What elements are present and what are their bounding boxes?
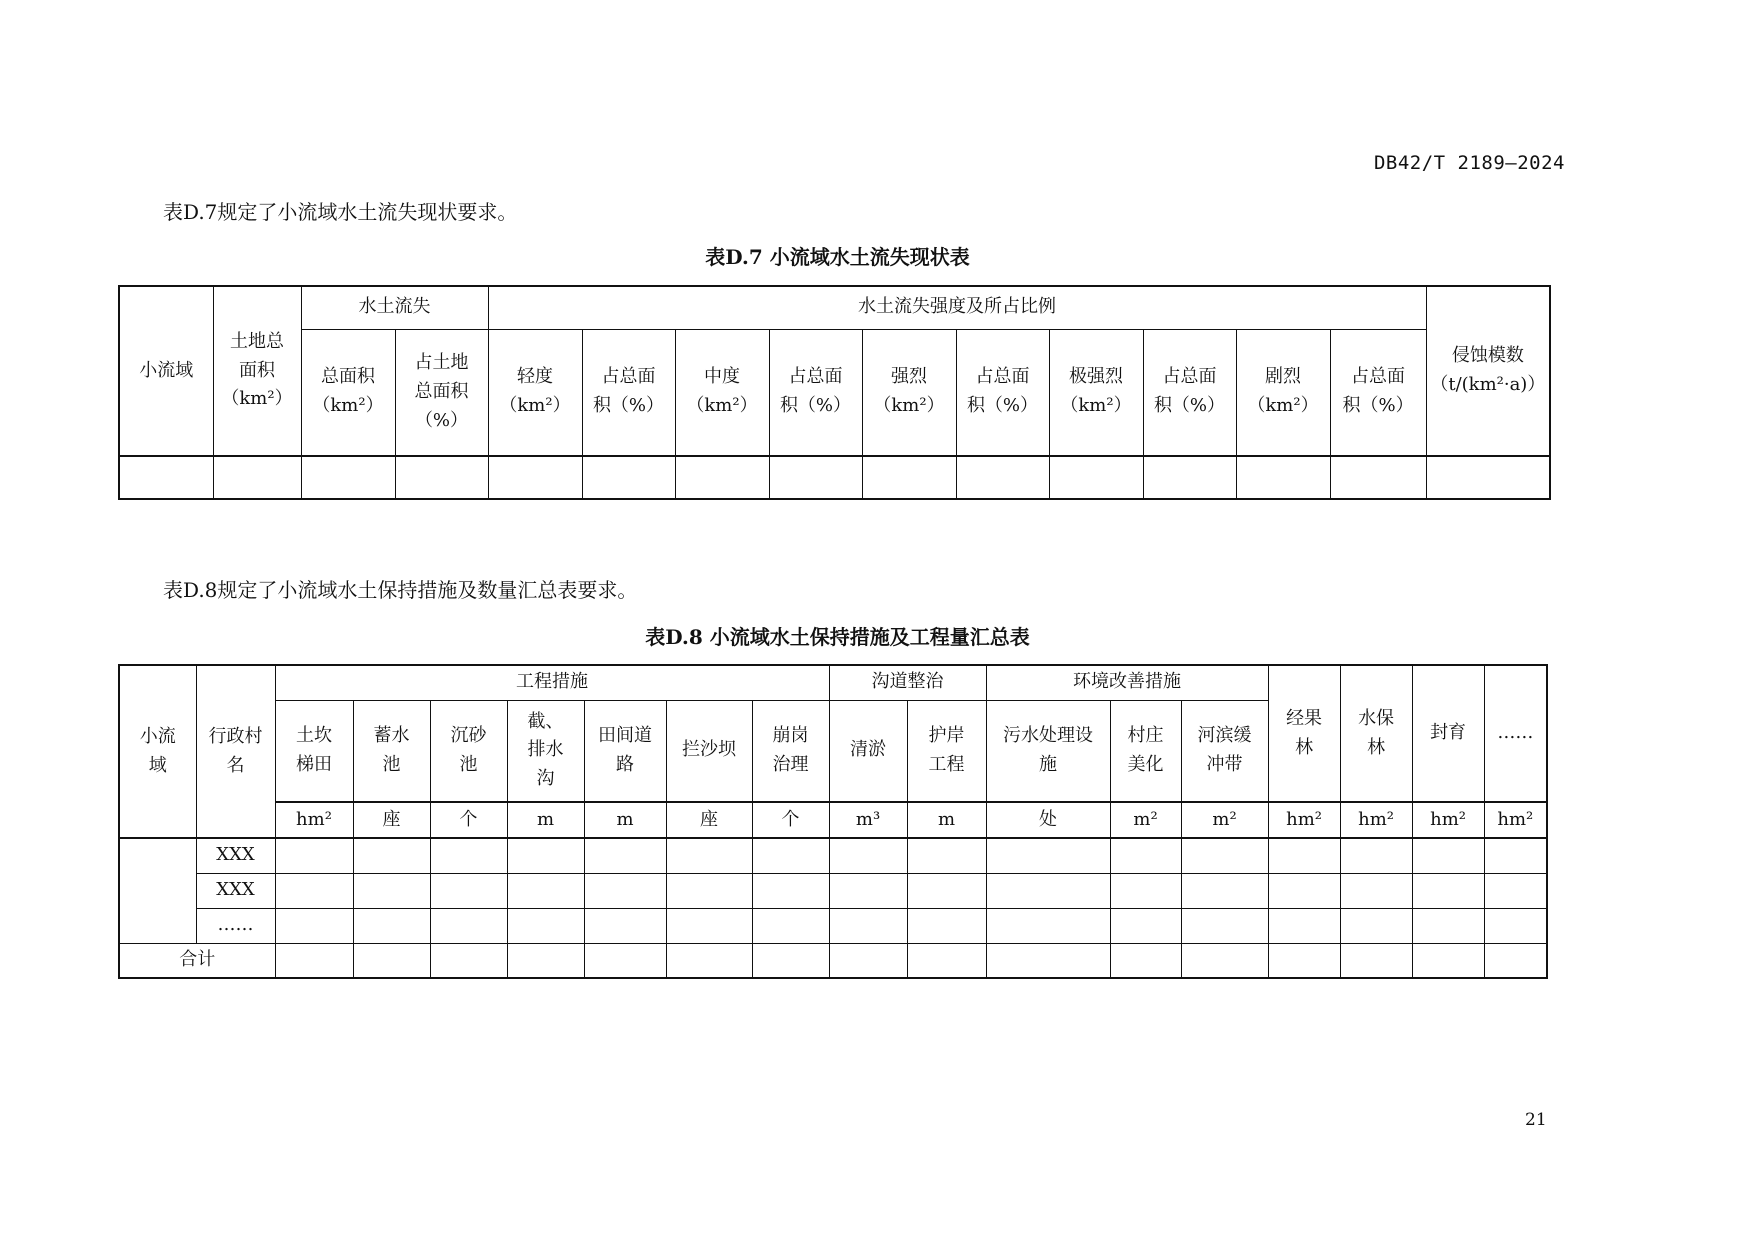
d7-header-pct-very-intense: 占总面 积（%） [1143, 329, 1236, 456]
unit-cell: m [907, 802, 986, 838]
total-row [119, 943, 1547, 978]
d8-header-field-road: 田间道 路 [584, 700, 666, 802]
d8-header-village: 行政村 名 [196, 665, 275, 838]
d7-header-land-area: 土地总 面积 （km²） [213, 286, 301, 456]
d8-header-more: …… [1484, 665, 1547, 802]
table-row [119, 873, 1547, 908]
d8-header-check-dam: 拦沙坝 [666, 700, 752, 802]
d7-header-pct-light: 占总面 积（%） [582, 329, 675, 456]
unit-cell: 座 [666, 802, 752, 838]
d7-header-intense: 强烈 （km²） [862, 329, 956, 456]
d8-header-village-beautify: 村庄 美化 [1110, 700, 1181, 802]
d7-header-watershed: 小流域 [119, 286, 213, 456]
table-row [119, 838, 1547, 873]
d8-header-bank-protection: 护岸 工程 [907, 700, 986, 802]
unit-cell: 个 [430, 802, 507, 838]
d8-header-drainage-ditch: 截、 排水 沟 [507, 700, 584, 802]
d8-header-sewage-facility: 污水处理设 施 [986, 700, 1110, 802]
d7-header-moderate: 中度 （km²） [675, 329, 769, 456]
d7-header-soil-loss: 水土流失 [301, 286, 488, 329]
d7-header-intensity: 水土流失强度及所占比例 [488, 286, 1426, 329]
village-name-cell: …… [196, 908, 275, 943]
unit-cell: m [507, 802, 584, 838]
unit-cell: 座 [353, 802, 430, 838]
village-name-cell: XXX [196, 873, 275, 908]
d7-header-erosion-modulus: 侵蚀模数 （t/(km²·a)） [1426, 286, 1550, 456]
d8-header-gully: 沟道整治 [829, 665, 986, 700]
unit-cell: hm² [1268, 802, 1340, 838]
d7-header-pct-moderate: 占总面 积（%） [769, 329, 862, 456]
d8-unit-row [119, 802, 1547, 838]
d8-header-watershed: 小流 域 [119, 665, 196, 838]
d8-header-riparian-buffer: 河滨缓 冲带 [1181, 700, 1268, 802]
unit-cell: 个 [752, 802, 829, 838]
d8-header-sediment-basin: 沉砂 池 [430, 700, 507, 802]
d7-header-pct-intense: 占总面 积（%） [956, 329, 1049, 456]
unit-cell: hm² [275, 802, 353, 838]
d8-header-fruit-forest: 经果 林 [1268, 665, 1340, 802]
d7-header-light: 轻度 （km²） [488, 329, 582, 456]
unit-cell: m³ [829, 802, 907, 838]
unit-cell: m [584, 802, 666, 838]
table-row [119, 908, 1547, 943]
village-name-cell: XXX [196, 838, 275, 873]
unit-cell: m² [1181, 802, 1268, 838]
page-number: 21 [1525, 1110, 1547, 1130]
d8-header-conservation-forest: 水保 林 [1340, 665, 1412, 802]
d7-header-pct-severe: 占总面 积（%） [1330, 329, 1426, 456]
unit-cell: 处 [986, 802, 1110, 838]
d8-intro: 表D.8规定了小流域水土保持措施及数量汇总表要求。 [163, 578, 638, 602]
d8-caption: 表D.8 小流域水土保持措施及工程量汇总表 [645, 625, 1030, 649]
d8-header-engineering: 工程措施 [275, 665, 829, 700]
unit-cell: hm² [1412, 802, 1484, 838]
document-code: DB42/T 2189—2024 [1373, 152, 1565, 174]
d8-header-environment: 环境改善措施 [986, 665, 1268, 700]
d7-header-severe: 剧烈 （km²） [1236, 329, 1330, 456]
d7-data-row [119, 456, 1550, 499]
d8-header-enclosure: 封育 [1412, 665, 1484, 802]
d7-header-pct-land: 占土地 总面积 （%） [395, 329, 488, 456]
d8-header-dredging: 清淤 [829, 700, 907, 802]
unit-cell: hm² [1484, 802, 1547, 838]
d8-header-terrace: 土坎 梯田 [275, 700, 353, 802]
table-d7 [118, 285, 1551, 500]
d8-header-reservoir: 蓄水 池 [353, 700, 430, 802]
d8-header-collapse-control: 崩岗 治理 [752, 700, 829, 802]
d7-intro: 表D.7规定了小流域水土流失现状要求。 [163, 200, 518, 224]
unit-cell: hm² [1340, 802, 1412, 838]
table-d8 [118, 664, 1548, 979]
d7-caption: 表D.7 小流域水土流失现状表 [705, 245, 970, 269]
total-label: 合计 [119, 943, 275, 978]
d7-header-very-intense: 极强烈 （km²） [1049, 329, 1143, 456]
unit-cell: m² [1110, 802, 1181, 838]
d7-header-total-area: 总面积 （km²） [301, 329, 395, 456]
